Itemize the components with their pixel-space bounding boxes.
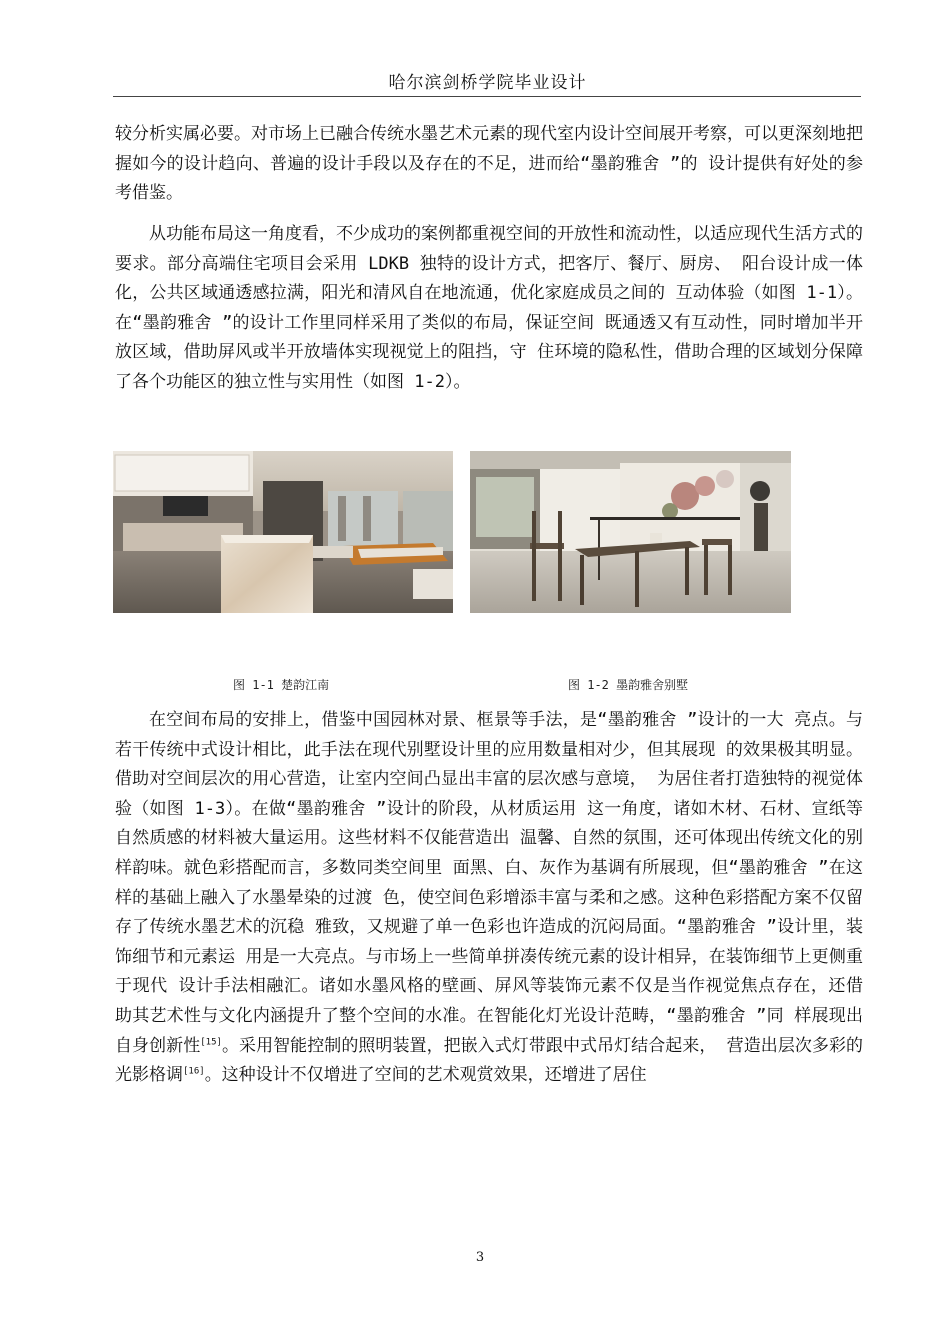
- paragraph-function-layout: 从功能布局这一角度看，不少成功的案例都重视空间的开放性和流动性，以适应现代生活方式的要求。部分高端住宅项目会采用 LDKB 独特的设计方式，把客厅、餐厅、厨房、 阳台设计成一体化，公共区域通透感拉满，阳光和清风自在地流通，优化家庭成员之间的 互动体验（如图 1-1）。在“墨韵雅舍 ”的设计工作里同样采用了类似的布局，保证空间 既通透又有互动性，同时增加半开放区域，借助屏风或半开放墙体实现视觉上的阻挡，守 住环境的隐私性，借助合理的区域划分保障了各个功能区的独立性与实用性（如图 1-2）。: [115, 224, 863, 392]
- citation-15[interactable]: [15]: [200, 1036, 222, 1047]
- paragraph-text: 在空间布局的安排上，借鉴中国园林对景、框景等手法，是“墨韵雅舍 ”设计的一大 亮点。与若干传统中式设计相比，此手法在现代别墅设计里的应用数量相对少，但其展现 的效果极其明显。借助对空间层次的用心营造，让室内空间凸显出丰富的层次感与意境， 为居住者打造独特的视觉体验（如图 1-3）。在做“墨韵雅舍 ”设计的阶段，从材质运用 这一角度，诸如木材、石材、宣纸等自然质感的材料被大量运用。这些材料不仅能营造出 温馨、自然的氛围，还可体现出传统文化的别样韵味。就色彩搭配而言，多数同类空间里 面黑、白、灰作为基调有所展现，但“墨韵雅舍 ”在这样的基础上融入了水墨晕染的过渡 色，使空间色彩增添丰富与柔和之感。这种色彩搭配方案不仅留存了传统水墨艺术的沉稳 雅致，又规避了单一色彩也许造成的沉闷局面。“墨韵雅舍 ”设计里，装饰细节和元素运 用是一大亮点。与市场上一些简单拼凑传统元素的设计相异，在装饰细节上更侧重于现代 设计手法相融汇。诸如水墨风格的壁画、屏风等装饰元素不仅是当作视觉焦点存在，还借 助其艺术性与文化内涵提升了整个空间的水准。在智能化灯光设计范畴，“墨韵雅舍 ”同 样展现出自身创新性: [115, 710, 863, 1056]
- paragraph-intro-continuation: 较分析实属必要。对市场上已融合传统水墨艺术元素的现代室内设计空间展开考察，可以更深刻地把握如今的设计趋向、普遍的设计手段以及存在的不足，进而给“墨韵雅舍 ”的 设计提供有好处的参考借鉴。: [115, 124, 863, 204]
- figure-1-2-caption: 图 1-2 墨韵雅舍别墅: [568, 678, 689, 692]
- running-header: 哈尔滨剑桥学院毕业设计: [388, 73, 587, 93]
- figure-1-1-image: [113, 451, 453, 613]
- figure-1-2-image: [470, 451, 791, 613]
- header-divider: [113, 96, 861, 97]
- citation-16[interactable]: [16]: [183, 1066, 205, 1077]
- paragraph-spatial-layout: [115, 706, 863, 1091]
- paragraph-text: 。这种设计不仅增进了空间的艺术观赏效果，还增进了居住: [204, 1065, 647, 1086]
- paragraph-text: 。采用智能控制的照明装置，把嵌入式灯带跟中式吊灯结合起来， 营造出层次多彩的光影格调: [115, 1035, 864, 1086]
- figure-1-1-caption: 图 1-1 楚韵江南: [233, 678, 330, 692]
- page-number: 3: [475, 1250, 485, 1265]
